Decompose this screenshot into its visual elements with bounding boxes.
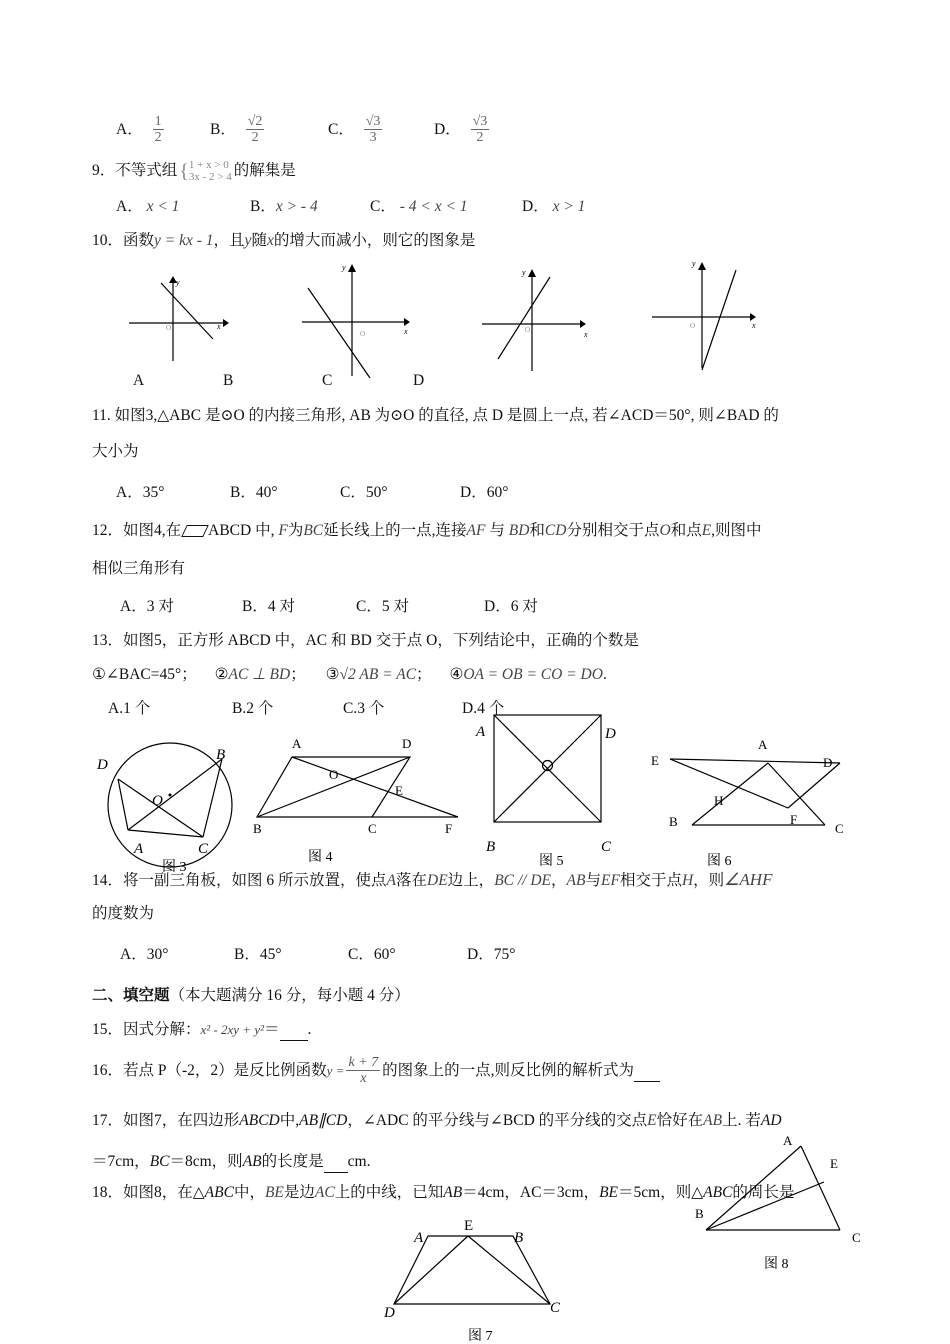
section-2-heading: 二、填空题（本大题满分 16 分，每小题 4 分） [92, 987, 410, 1004]
svg-text:C: C [601, 839, 612, 855]
svg-text:y: y [176, 278, 180, 287]
q11-option-d: D．60° [460, 484, 509, 501]
svg-text:A: A [476, 724, 486, 740]
svg-text:y: y [522, 268, 526, 277]
q10-graph-d [650, 258, 760, 373]
svg-text:O: O [329, 767, 339, 782]
svg-text:y: y [692, 259, 696, 268]
svg-text:E: E [395, 783, 403, 798]
svg-text:O: O [525, 326, 531, 334]
parallelogram-icon [181, 525, 209, 537]
svg-text:x: x [217, 322, 221, 331]
q14-line2: 的度数为 [92, 905, 155, 922]
svg-text:F: F [790, 812, 798, 827]
q10-stem: 10．函数y = kx - 1，且y随x的增大而减小，则它的图象是 [92, 232, 476, 249]
q8-option-c: C． $\frac{√3}{3}$ [328, 114, 381, 146]
svg-text:C: C [368, 821, 377, 836]
q14-option-a: A．30° [120, 946, 169, 963]
svg-text:B: B [514, 1230, 524, 1246]
svg-text:O: O [542, 770, 543, 771]
q8-option-d: D． $\frac{√3}{2}$ [434, 114, 488, 146]
q9-option-b: B．x > - 4 [250, 198, 318, 215]
svg-text:C: C [835, 821, 844, 836]
q13-option-c: C.3 个 [343, 700, 385, 717]
q18-line1: 18．如图8，在△ABC中，BE是边AC上的中线，已知AB＝4cm，AC＝3cm，BE＝5cm，则△ABC的周长是 [92, 1184, 795, 1201]
svg-text:H: H [714, 793, 724, 808]
q14-option-c: C．60° [348, 946, 396, 963]
q10-graph-a [125, 275, 230, 365]
svg-text:O: O [360, 330, 366, 338]
q13-conclusions: ①∠BAC=45°； ②AC ⊥ BD； ③√2 AB = AC； ④OA = OB = CO = DO. [92, 666, 607, 683]
svg-text:B: B [216, 747, 226, 763]
svg-text:C: C [852, 1230, 861, 1245]
svg-text:A: A [292, 736, 302, 751]
svg-text:x: x [404, 327, 408, 336]
q14-line1: 14．将一副三角板，如图 6 所示放置，使点A落在DE边上，BC // DE，AB与EF相交于点H，则∠AHF [92, 870, 773, 889]
q10-label-b: B [223, 372, 234, 389]
svg-text:图 3: 图 3 [162, 860, 187, 875]
svg-text:C: C [550, 1300, 561, 1316]
svg-text:B: B [669, 814, 678, 829]
q13-option-d: D.4 个 [462, 700, 505, 717]
q9-option-c: C． - 4 < x < 1 [370, 198, 468, 215]
q10-label-a: A [133, 372, 145, 389]
svg-text:图 5: 图 5 [539, 854, 564, 869]
q12-option-d: D．6 对 [484, 598, 538, 615]
figure-4 [245, 735, 475, 865]
figure-6 [645, 735, 855, 870]
q15: 15．因式分解：x² - 2xy + y²＝ . [92, 1021, 311, 1041]
q10-label-c: C [322, 372, 333, 389]
svg-text:O: O [152, 793, 163, 809]
q12-option-b: B．4 对 [242, 598, 295, 615]
q13-line1: 13．如图5，正方形 ABCD 中，AC 和 BD 交于点 O，下列结论中，正确的个数是 [92, 632, 639, 649]
svg-text:A: A [758, 737, 768, 752]
svg-text:图 6: 图 6 [707, 854, 732, 869]
svg-text:A: A [134, 841, 144, 857]
figure-8 [690, 1130, 870, 1275]
q11-option-a: A．35° [116, 484, 165, 501]
svg-text:y: y [342, 263, 346, 272]
svg-text:F: F [445, 821, 453, 836]
q9-option-a: A． x < 1 [116, 198, 180, 215]
svg-text:D: D [402, 736, 412, 751]
svg-text:x: x [584, 330, 588, 339]
q10-label-d: D [413, 372, 425, 389]
svg-text:E: E [464, 1218, 474, 1234]
svg-text:图 4: 图 4 [308, 850, 333, 865]
q10-graph-b [300, 258, 415, 380]
svg-text:O: O [166, 324, 172, 332]
q17-line1: 17．如图7，在四边形ABCD中,AB∥CD，∠ADC 的平分线与∠BCD 的平分线的交点E恰好在AB上. 若AD [92, 1112, 782, 1129]
svg-text:D: D [97, 757, 108, 773]
svg-text:E: E [651, 753, 659, 768]
svg-text:D: D [823, 755, 833, 770]
q11-option-c: C．50° [340, 484, 388, 501]
q12-line2: 相似三角形有 [92, 560, 186, 577]
svg-text:B: B [695, 1206, 704, 1221]
q10-graph-c [480, 265, 590, 375]
q12-option-c: C．5 对 [356, 598, 409, 615]
q13-option-b: B.2 个 [232, 700, 274, 717]
svg-text:A: A [783, 1133, 793, 1148]
figure-7 [380, 1212, 580, 1344]
svg-text:图 7: 图 7 [468, 1329, 493, 1344]
q8-option-a: A． $\frac{1}{2}$ [116, 114, 162, 146]
figure-3 [90, 735, 240, 875]
svg-text:C: C [198, 841, 209, 857]
svg-text:D: D [384, 1305, 395, 1321]
q11-option-b: B．40° [230, 484, 278, 501]
q14-option-d: D．75° [467, 946, 516, 963]
figure-5 [470, 710, 630, 870]
svg-text:B: B [486, 839, 496, 855]
svg-text:O: O [690, 322, 696, 330]
q9-option-d: D． x > 1 [522, 198, 586, 215]
q16: 16．若点 P（-2，2）是反比例函数y = $\frac{k + 7}{x}$ 的图象上的一点,则反比例的解析式为 [92, 1055, 660, 1088]
q14-option-b: B．45° [234, 946, 282, 963]
svg-text:B: B [253, 821, 262, 836]
svg-text:E: E [830, 1156, 838, 1171]
q9-stem: 9．不等式组 { 1 + x > 0 3x - 2 > 4 的解集是 [92, 159, 296, 183]
q11-line2: 大小为 [92, 443, 139, 460]
svg-text:A: A [414, 1230, 424, 1246]
svg-text:图 8: 图 8 [764, 1257, 789, 1272]
q12-line1: 12．如图4,在 ABCD 中, F为BC延长线上的一点,连接AF 与 BD和CD分别相交于点O和点E,则图中 [92, 522, 762, 539]
svg-text:x: x [752, 321, 756, 330]
q17-line2: ＝7cm，BC＝8cm，则AB的长度是 cm. [92, 1153, 370, 1173]
q11-line1: 11. 如图3,△ABC 是⊙O 的内接三角形, AB 为⊙O 的直径, 点 D 是圆上一点, 若∠ACD＝50°, 则∠BAD 的 [92, 407, 779, 424]
q8-option-b: B． $\frac{√2}{2}$ [210, 114, 263, 146]
q12-option-a: A．3 对 [120, 598, 174, 615]
q13-option-a: A.1 个 [108, 700, 151, 717]
svg-text:D: D [605, 726, 616, 742]
